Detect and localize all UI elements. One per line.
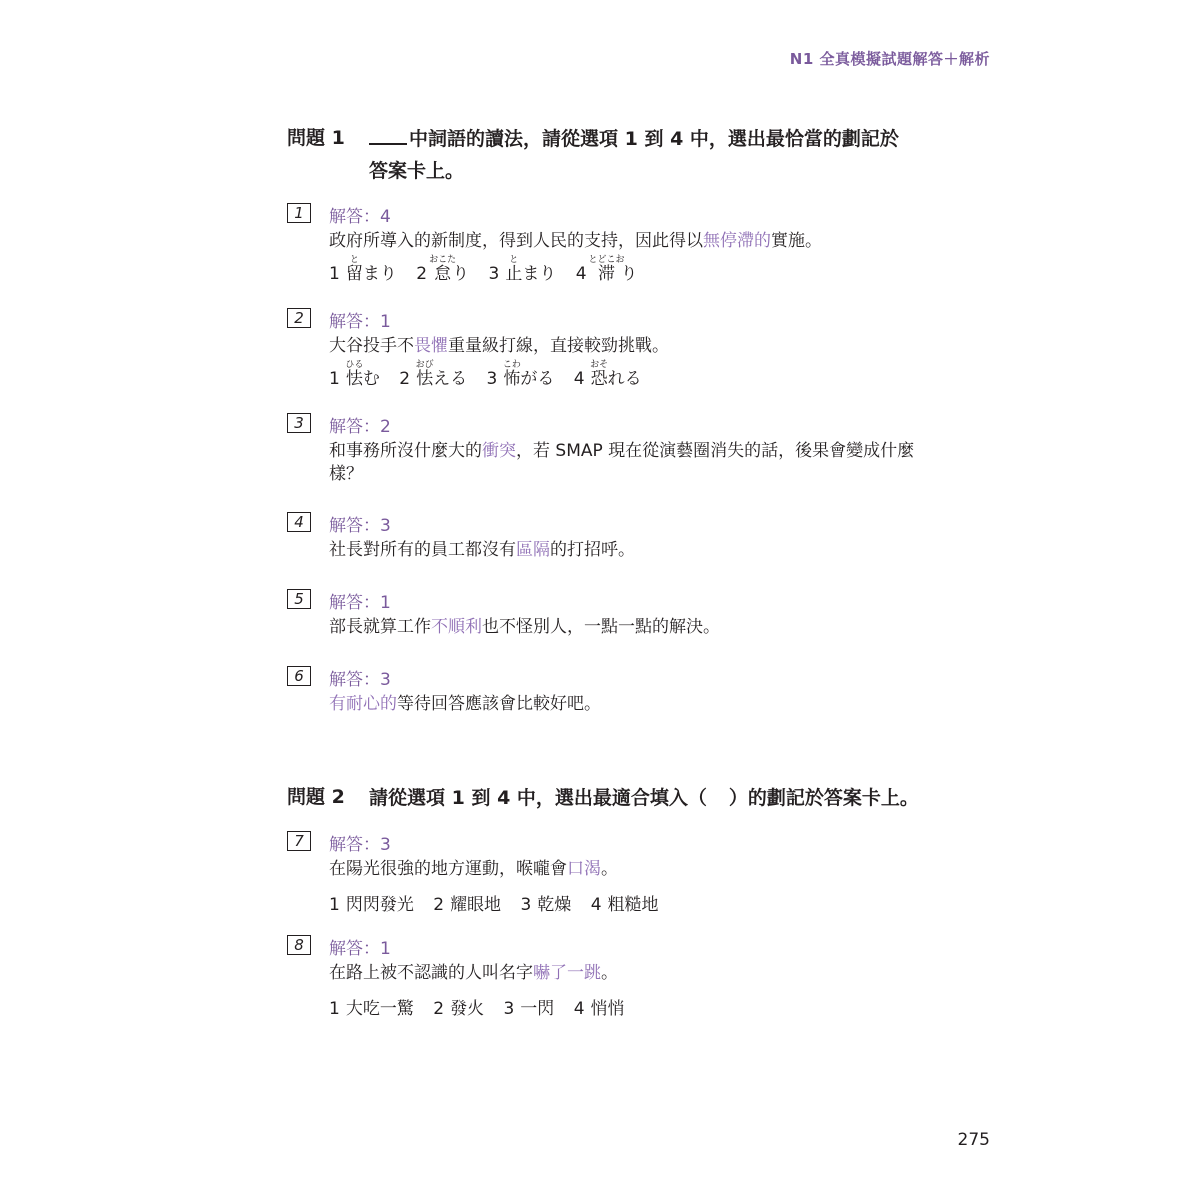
section-2-instruction: 請從選項 1 到 4 中，選出最適合填入（ ）的劃記於答案卡上。 [369, 787, 919, 809]
answer-label: 解答：2 [329, 417, 391, 437]
option-3: 3 怖こわがる [486, 360, 555, 389]
section-1-instruction-line2: 答案卡上。 [369, 160, 465, 182]
option-2: 2 怠おこたり [416, 255, 470, 284]
question-number-box: 5 [287, 589, 311, 609]
option-3: 3 一閃 [503, 999, 555, 1019]
option-2: 2 怯おびえる [399, 360, 468, 389]
answer-options [329, 360, 656, 389]
option-3: 3 止とまり [488, 255, 557, 284]
question-number-box: 2 [287, 308, 311, 328]
question-number-box: 7 [287, 831, 311, 851]
section-2-label: 問題 2 [287, 786, 345, 808]
answer-label: 解答：3 [329, 516, 391, 536]
page-number: 275 [957, 1130, 990, 1150]
section-1-instruction-line1: 中詞語的讀法，請從選項 1 到 4 中，選出最恰當的劃記於 [409, 128, 899, 150]
example-sentence: 有耐心的等待回答應該會比較好吧。 [329, 694, 601, 714]
highlighted-word: 嚇了一跳 [533, 963, 601, 983]
question-number-box: 1 [287, 203, 311, 223]
answer-label: 解答：1 [329, 593, 391, 613]
answer-label: 解答：3 [329, 670, 391, 690]
option-1: 1 怯ひるむ [329, 360, 380, 389]
example-sentence: 在路上被不認識的人叫名字嚇了一跳。 [329, 963, 618, 983]
example-sentence: 大谷投手不畏懼重量級打線，直接較勁挑戰。 [329, 336, 669, 356]
answer-label: 解答：3 [329, 835, 391, 855]
highlighted-word: 衝突 [482, 441, 516, 461]
answer-label: 解答：1 [329, 939, 391, 959]
option-4: 4 悄悄 [573, 999, 625, 1019]
underline-blank [369, 127, 407, 145]
option-4: 4 恐おそれる [573, 360, 642, 389]
question-number-box: 8 [287, 935, 311, 955]
section-1-label: 問題 1 [287, 127, 345, 149]
example-sentence: 在陽光很強的地方運動，喉嚨會口渴。 [329, 859, 618, 879]
highlighted-word: 畏懼 [414, 336, 448, 356]
option-2: 2 耀眼地 [433, 895, 502, 915]
highlighted-word: 不順利 [431, 617, 482, 637]
answer-label: 解答：4 [329, 207, 391, 227]
option-1: 1 大吃一驚 [329, 999, 414, 1019]
option-2: 2 發火 [433, 999, 485, 1019]
answer-options [329, 994, 639, 1019]
highlighted-word: 無停滯的 [703, 231, 771, 251]
example-sentence: 社長對所有的員工都沒有區隔的打招呼。 [329, 540, 635, 560]
section-1-instruction [369, 123, 929, 187]
answer-label: 解答：1 [329, 312, 391, 332]
highlighted-word: 口渴 [567, 859, 601, 879]
example-sentence: 部長就算工作不順利也不怪別人，一點一點的解決。 [329, 617, 720, 637]
answer-options [329, 255, 652, 284]
example-sentence: 和事務所沒什麼大的衝突，若 SMAP 現在從演藝圈消失的話，後果會變成什麼樣？ [329, 441, 915, 484]
option-1: 1 閃閃發光 [329, 895, 414, 915]
example-sentence: 政府所導入的新制度，得到人民的支持，因此得以無停滯的實施。 [329, 231, 822, 251]
running-title: N1 全真模擬試題解答＋解析 [789, 50, 990, 68]
highlighted-word: 區隔 [516, 540, 550, 560]
question-number-box: 6 [287, 666, 311, 686]
option-4: 4 粗糙地 [590, 895, 659, 915]
answer-options [329, 890, 673, 915]
question-number-box: 4 [287, 512, 311, 532]
option-1: 1 留とまり [329, 255, 397, 284]
highlighted-word: 有耐心的 [329, 694, 397, 714]
option-4: 4 滞とどこおり [575, 255, 638, 284]
question-number-box: 3 [287, 413, 311, 433]
option-3: 3 乾燥 [520, 895, 572, 915]
